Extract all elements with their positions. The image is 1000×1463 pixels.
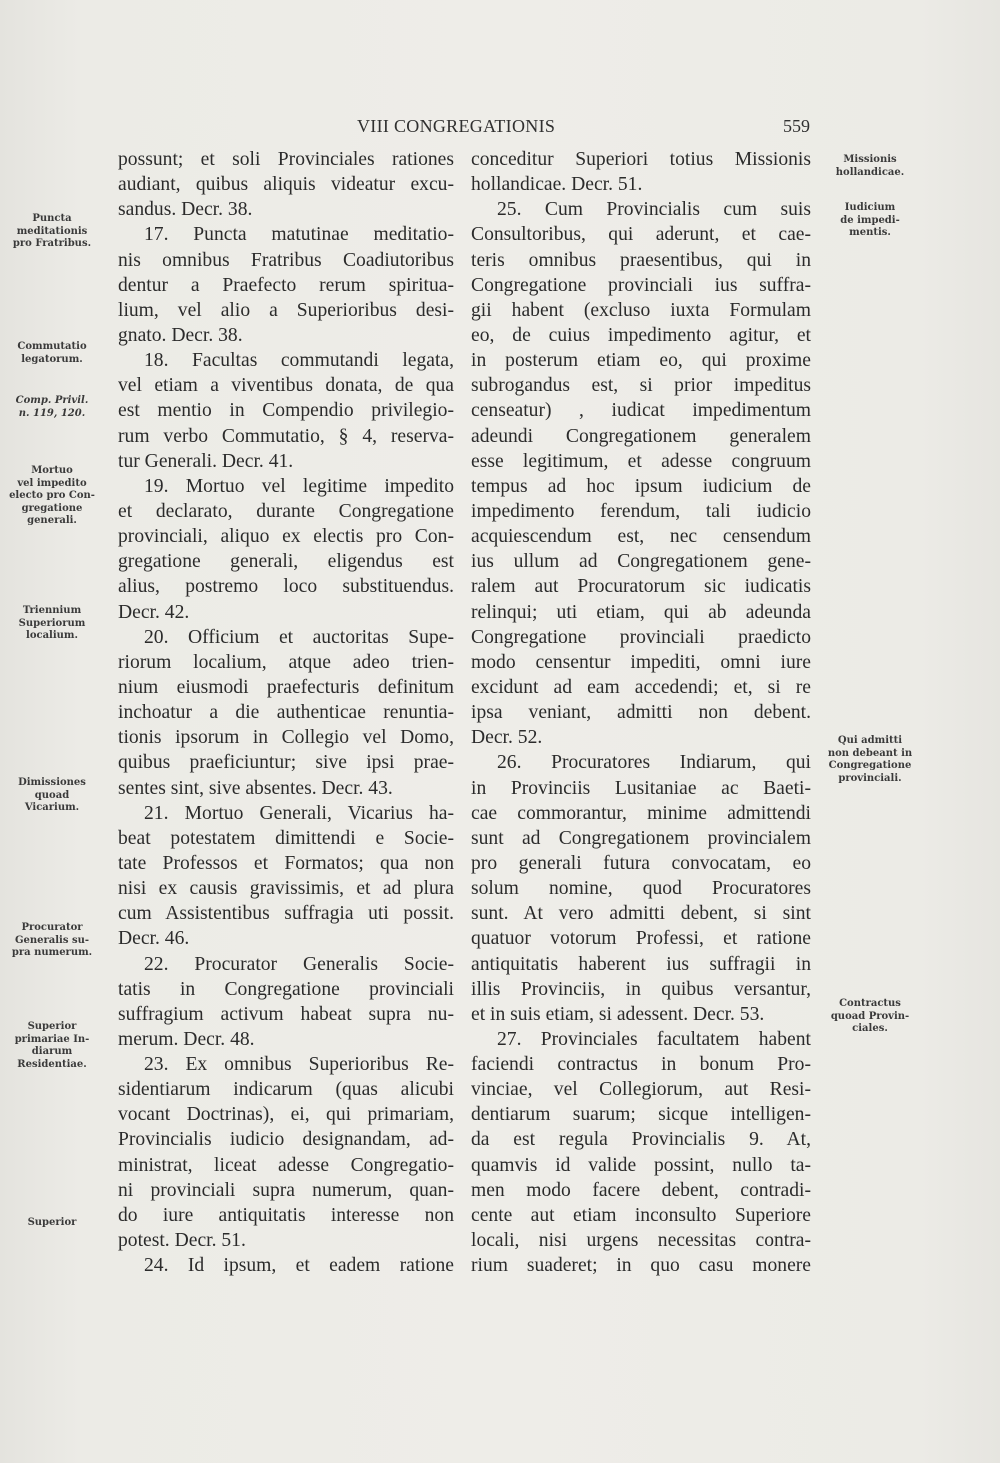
text-line: do iure antiquitatis interesse non — [118, 1204, 454, 1226]
text-line: et declarato, durante Congregatione — [118, 500, 454, 522]
right-text-column — [471, 147, 811, 1278]
text-line: 24. Id ipsum, et eadem ratione — [144, 1255, 454, 1277]
margin-note-superior: Superior — [27, 1217, 77, 1228]
text-line: tionis ipsorum in Collegio vel Domo, — [118, 727, 454, 749]
text-line: 17. Puncta matutinae meditatio- — [144, 224, 454, 246]
text-line: inchoatur a die authenticae renuntia- — [118, 702, 454, 724]
text-line: excidunt ad eam accedendi; et, si re — [471, 676, 811, 698]
text-line: Decr. 42. — [118, 601, 190, 623]
text-line: merum. Decr. 48. — [118, 1028, 255, 1050]
text-line: gregatione generali, eligendus est — [118, 551, 454, 573]
text-line: solum nomine, quod Procuratores — [471, 878, 811, 900]
text-line: suffragium activum habeat supra nu- — [118, 1003, 454, 1025]
text-line: locali, nisi urgens necessitas contra- — [471, 1230, 811, 1252]
text-line: dentur a Praefecto rerum spiritua- — [118, 274, 454, 296]
margin-note-comp-privil: Comp. Privil. n. 119, 120. — [15, 395, 89, 419]
margin-note-superior-primariae: Superior primariae In- diarum Residentiae. — [14, 1021, 90, 1070]
text-line: 23. Ex omnibus Superioribus Re- — [144, 1054, 454, 1076]
text-line: rum verbo Commutatio, § 4, reserva- — [118, 425, 454, 447]
text-line: rium suaderet; in quo casu monere — [471, 1255, 811, 1277]
margin-note-dimissiones: Dimissiones quoad Vicarium. — [18, 777, 86, 813]
text-line: quibus praeficiuntur; sive ipsi prae- — [118, 752, 454, 774]
text-line: impedimento ferendum, tali iudicio — [471, 500, 811, 522]
text-line: eo, de cuius impedimento agitur, et — [471, 324, 811, 346]
text-line: 19. Mortuo vel legitime impedito — [144, 475, 454, 497]
margin-note-triennium: Triennium Superiorum localium. — [18, 605, 86, 641]
margin-note-qui-admitti: Qui admitti non debeant in Congregatione provinciali. — [827, 735, 913, 784]
margin-note-missionis: Missionis hollandicae. — [835, 154, 905, 178]
text-line: tempus ad hoc ipsum iudicium de — [471, 475, 811, 497]
text-line: vel etiam a viventibus donata, de qua — [118, 375, 454, 397]
text-line: provinciali, aliquo ex electis pro Con- — [118, 526, 454, 548]
text-line: adeundi Congregationem generalem — [471, 425, 811, 447]
text-line: nium eiusmodi praefecturis definitum — [118, 676, 454, 698]
margin-note-commutatio: Commutatio legatorum. — [17, 341, 87, 365]
text-line: modo censentur impediti, omni iure — [471, 651, 811, 673]
text-line: est mentio in Compendio privilegio- — [118, 400, 454, 422]
text-line: quatuor votorum Professi, et ratione — [471, 928, 811, 950]
text-line: Decr. 46. — [118, 928, 190, 950]
text-line: sunt ad Congregationem provincialem — [471, 827, 811, 849]
text-line: Congregatione provinciali praedicto — [471, 626, 811, 648]
page-number: 559 — [783, 116, 810, 136]
margin-note-procurator: Procurator Generalis su- pra numerum. — [11, 922, 93, 958]
text-line: 18. Facultas commutandi legata, — [144, 350, 454, 372]
text-line: subrogandus est, si prior impeditus — [471, 375, 811, 397]
text-line: audiant, quibus aliquis videatur excu- — [118, 174, 454, 196]
text-line: Decr. 52. — [471, 727, 543, 749]
text-line: 26. Procuratores Indiarum, qui — [497, 752, 811, 774]
text-line: conceditur Superiori totius Missionis — [471, 149, 811, 170]
text-line: pro generali futura convocatam, eo — [471, 852, 811, 874]
text-line: 25. Cum Provincialis cum suis — [497, 199, 811, 221]
text-line: nisi ex causis gravissimis, et ad plura — [118, 878, 454, 900]
text-line: sandus. Decr. 38. — [118, 199, 253, 221]
text-line: vocant Doctrinas), ei, qui primariam, — [118, 1104, 454, 1126]
text-line: relinqui; uti etiam, qui ab adeunda — [471, 601, 811, 623]
margin-note-contractus: Contractus quoad Provin- ciales. — [830, 998, 910, 1034]
text-line: ni provinciali supra numerum, quan- — [118, 1179, 454, 1201]
text-line: Provincialis iudicio designandam, ad- — [118, 1129, 454, 1151]
text-line: 20. Officium et auctoritas Supe- — [144, 626, 454, 648]
text-line: gii habent (excluso iuxta Formulam — [471, 299, 811, 321]
text-line: censeatur) , iudicat impedimentum — [471, 400, 811, 422]
text-line: et in suis etiam, si adessent. Decr. 53. — [471, 1003, 765, 1025]
text-line: 22. Procurator Generalis Socie- — [144, 953, 454, 975]
text-line: da est regula Provincialis 9. At, — [471, 1129, 811, 1151]
text-line: ius ullum ad Congregationem gene- — [471, 551, 811, 573]
text-line: possunt; et soli Provinciales rationes — [118, 149, 454, 170]
text-line: beat potestatem dimittendi e Socie- — [118, 827, 454, 849]
text-line: antiquitatis haberent ius suffragii in — [471, 953, 811, 975]
text-line: 27. Provinciales facultatem habent — [497, 1028, 811, 1050]
text-line: in Provinciis Lusitaniae ac Baeti- — [471, 777, 811, 799]
text-line: lium, vel alio a Superioribus desi- — [118, 299, 454, 321]
text-line: dentiarum suarum; sicque intelligen- — [471, 1104, 811, 1126]
text-line: cae commorantur, minime admittendi — [471, 802, 811, 824]
text-line: gnato. Decr. 38. — [118, 324, 243, 346]
text-line: ipsa veniant, admitti non debent. — [471, 702, 811, 724]
text-line: men modo facere debent, contradi- — [471, 1179, 811, 1201]
running-head: VIII CONGREGATIONIS — [357, 116, 556, 136]
text-line: hollandicae. Decr. 51. — [471, 174, 643, 196]
margin-note-puncta: Puncta meditationis pro Fratribus. — [12, 213, 92, 249]
text-line: vinciae, vel Collegiorum, aut Resi- — [471, 1079, 811, 1101]
text-line: illis Provinciis, in quibus versantur, — [471, 978, 811, 1000]
text-line: nis omnibus Fratribus Coadiutoribus — [118, 249, 454, 271]
text-line: Consultoribus, qui aderunt, et cae- — [471, 224, 811, 246]
text-line: quamvis id valide possint, nullo ta- — [471, 1154, 811, 1176]
text-line: in posterum etiam eo, qui proxime — [471, 350, 811, 372]
text-line: 21. Mortuo Generali, Vicarius ha- — [144, 802, 454, 824]
text-line: alius, postremo loco substituendus. — [118, 576, 454, 598]
text-line: sunt. At vero admitti debent, si sint — [471, 903, 811, 925]
text-line: ralem aut Procuratorum sic iudicatis — [471, 576, 811, 598]
text-line: tatis in Congregatione provinciali — [118, 978, 454, 1000]
text-line: sentes sint, sive absentes. Decr. 43. — [118, 777, 393, 799]
text-line: cente aut etiam inconsulto Superiore — [471, 1204, 811, 1226]
text-line: Congregatione provinciali ius suffra- — [471, 274, 811, 296]
text-line: faciendi contractus in bonum Pro- — [471, 1054, 811, 1076]
text-line: cum Assistentibus suffragia uti possit. — [118, 903, 454, 925]
margin-note-mortuo: Mortuo vel impedito electo pro Con- gregatione generali. — [9, 465, 95, 526]
text-line: tate Professos et Formatos; qua non — [118, 852, 454, 874]
text-line: acquiescendum est, nec censendum — [471, 526, 811, 548]
text-line: teris omnibus praesentibus, qui in — [471, 249, 811, 271]
text-line: potest. Decr. 51. — [118, 1230, 246, 1252]
text-line: tur Generali. Decr. 41. — [118, 450, 294, 472]
text-line: esse legitimum, et adesse congruum — [471, 450, 811, 472]
left-text-column — [118, 147, 454, 1278]
text-line: sidentiarum indicarum (quas alicubi — [118, 1079, 454, 1101]
margin-note-iudicium: Iudicium de impedi- mentis. — [840, 202, 900, 238]
text-line: ministrat, liceat adesse Congregatio- — [118, 1154, 454, 1176]
text-line: riorum localium, atque adeo trien- — [118, 651, 454, 673]
